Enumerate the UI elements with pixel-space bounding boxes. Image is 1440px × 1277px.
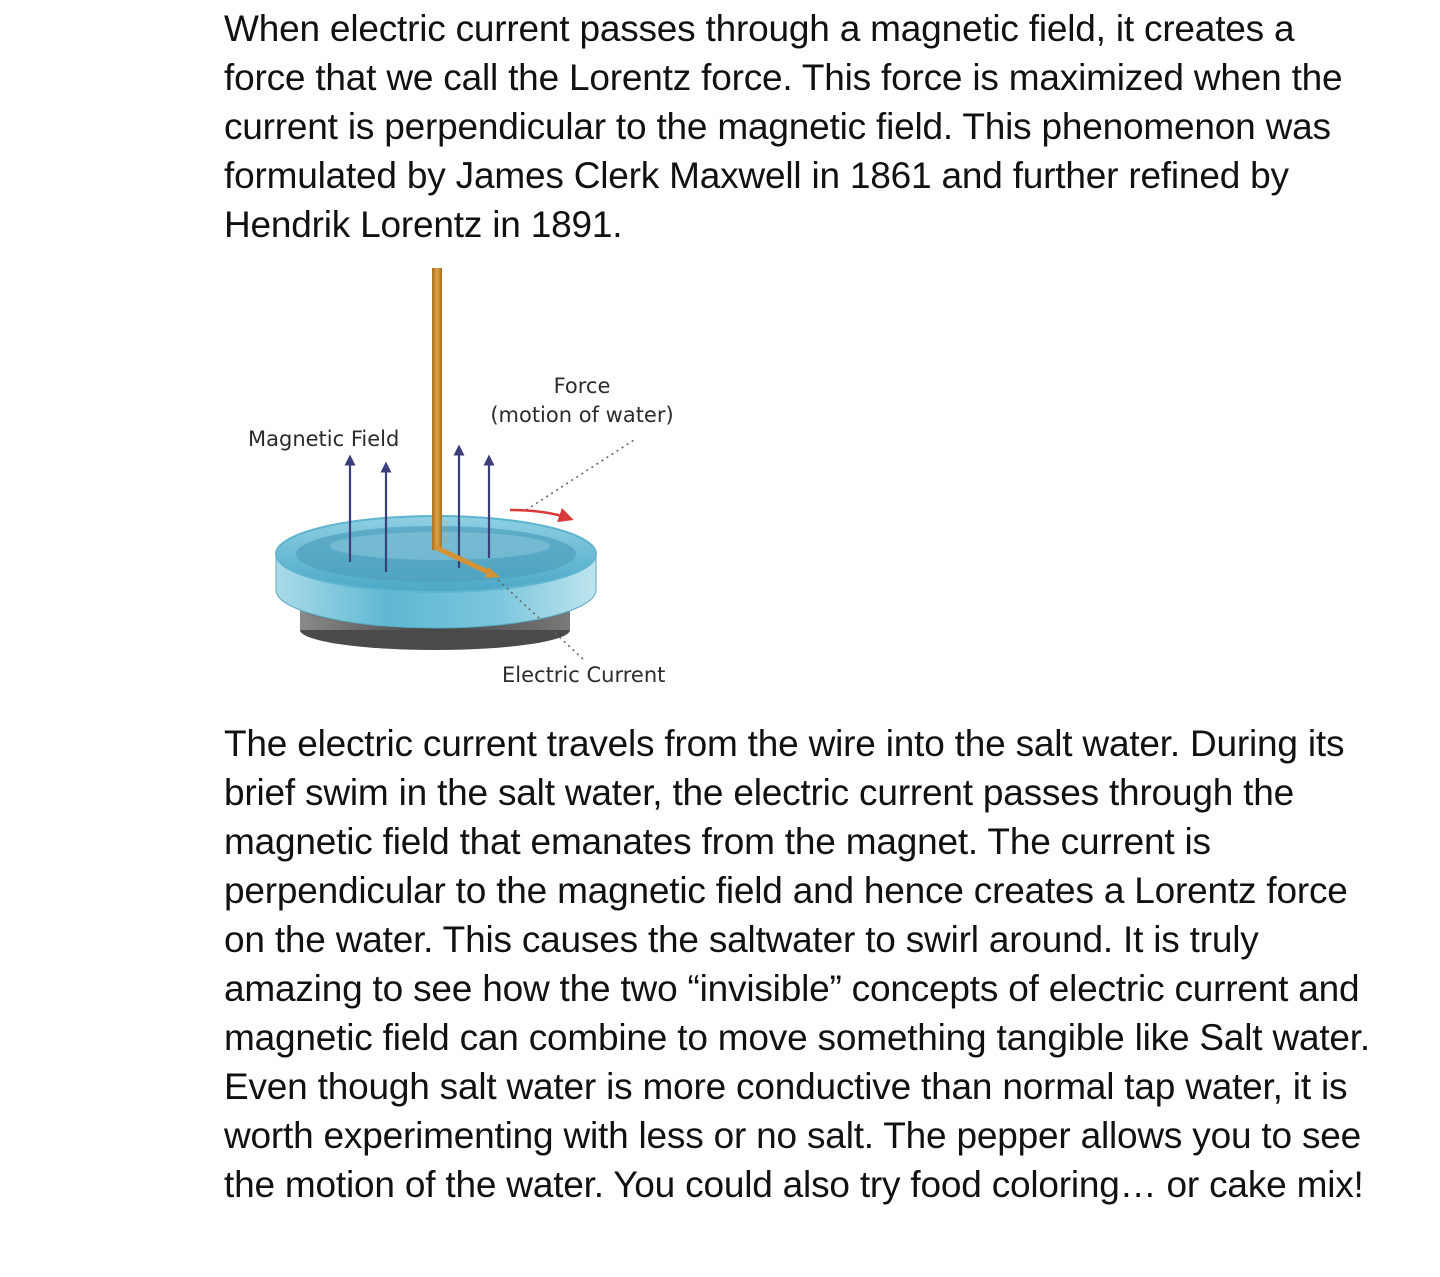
intro-paragraph: When electric current passes through a magnetic field, it creates a force that we call the Lorentz force. This force is maximized when the current is perpendicular to the magnetic field. This phenomenon was formulated by James Clerk Maxwell in 1861 and further refined by Hendrik Lorentz in 1891. [224,8,1343,245]
electric-current-label: Electric Current [502,663,666,687]
force-arrow [510,510,568,518]
force-sublabel: (motion of water) [490,403,674,427]
explanation-paragraph: The electric current travels from the wire into the salt water. During its brief swim in the salt water, the electric current passes through the magnetic field that emanates from the magnet. The current is perpendicular to the magnetic field and hence creates a Lorentz force on the water. This causes the saltwater to swirl around. It is truly amazing to see how the two “invisible” concepts of electric current and magnetic field can combine to move something tangible like Salt water. Even though salt water is more conductive than normal tap water, it is worth experimenting with less or no salt. The pepper allows you to see the motion of the water. You could also try food coloring… or cake mix! [224,723,1370,1205]
magnetic-field-label: Magnetic Field [248,427,400,451]
force-label: Force [553,374,611,398]
lorentz-force-diagram [230,262,700,702]
